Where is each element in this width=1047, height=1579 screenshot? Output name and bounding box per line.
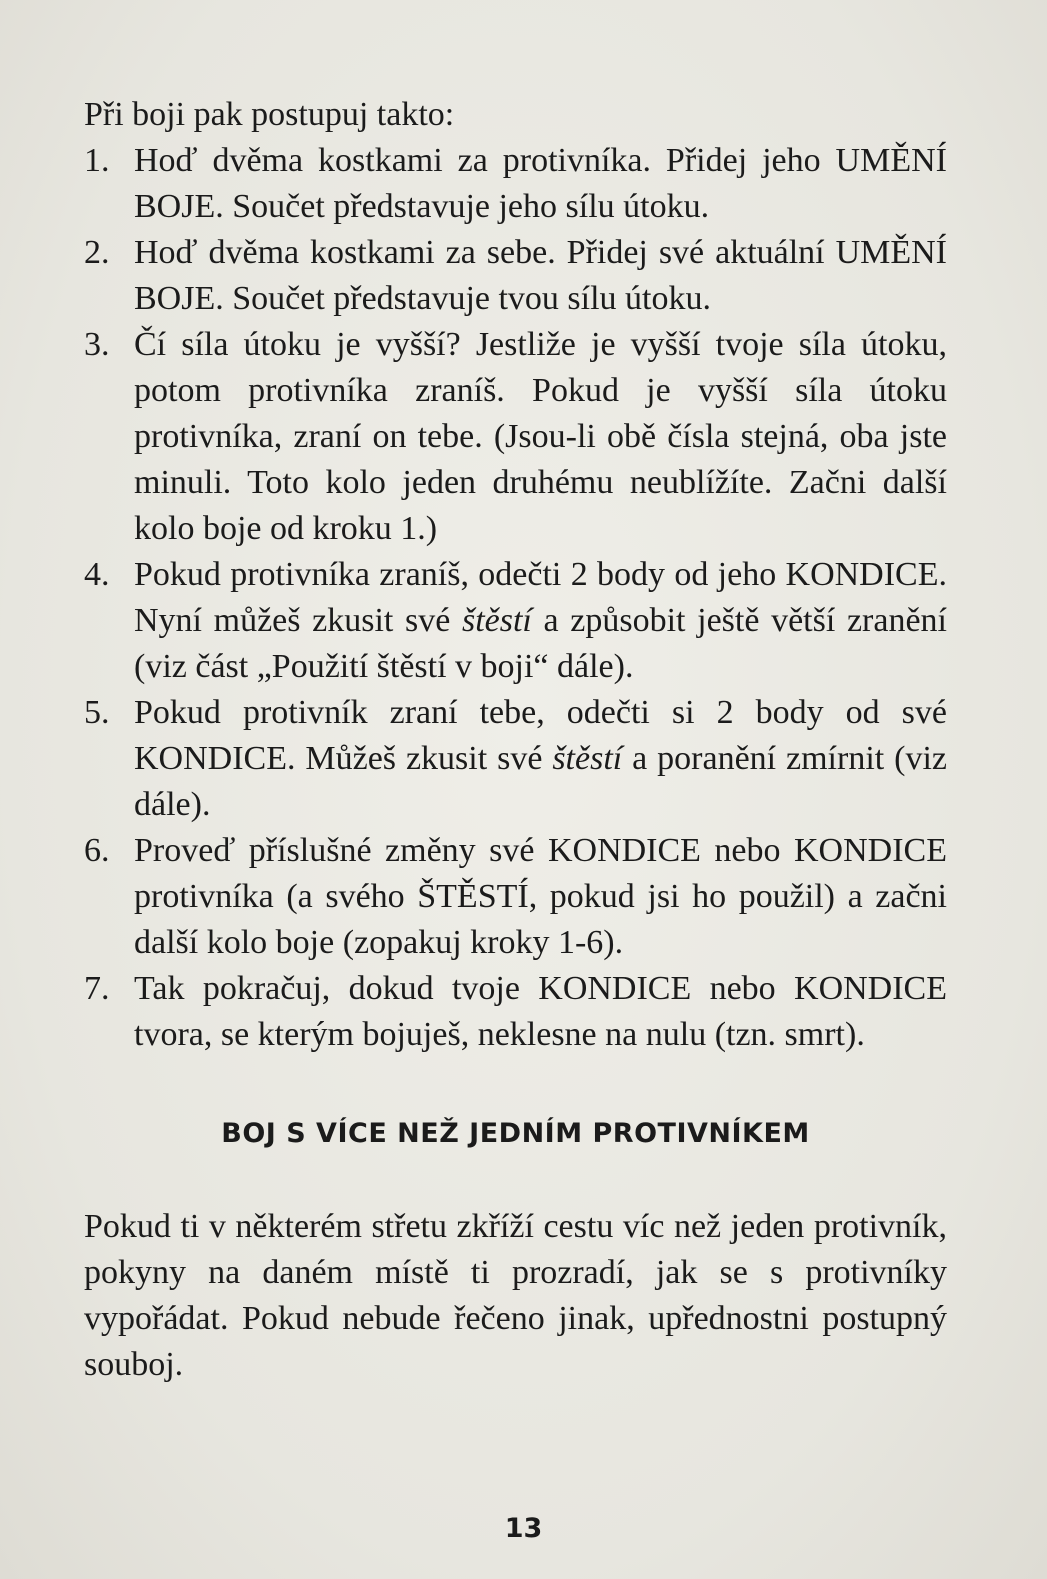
- step-number: 5.: [84, 694, 110, 731]
- list-item: [84, 828, 947, 966]
- intro-line: Při boji pak postupuj takto:: [84, 96, 455, 133]
- step-text-end: a poranění zmírnit (viz dále).: [134, 740, 947, 823]
- step-text: Čí síla útoku je vyšší? Jestliže je vyšší tvoje síla útoku, potom protivníka zraníš. Pokud je vyšší síla útoku protivníka, zraní on tebe. (Jsou-li obě čísla stejná, oba jste minuli. Toto kolo jeden druhému neublížíte. Začni další kolo boje od kroku 1.): [134, 326, 947, 547]
- step-number: 1.: [84, 142, 110, 179]
- step-number: 2.: [84, 234, 110, 271]
- step-text-start: Pokud protivník zraní tebe, odečti si 2 body od své KONDICE. Můžeš zkusit své: [134, 694, 947, 777]
- step-text: Hoď dvěma kostkami za sebe. Přidej své aktuální UMĚNÍ BOJE. Součet představuje tvou sílu útoku.: [134, 234, 947, 317]
- step-number: 7.: [84, 970, 110, 1007]
- step-text: Tak pokračuj, dokud tvoje KONDICE nebo KONDICE tvora, se kterým bojuješ, neklesne na nulu (tzn. smrt).: [134, 970, 947, 1053]
- step-text: Proveď příslušné změny své KONDICE nebo KONDICE protivníka (a svého ŠTĚSTÍ, pokud jsi ho použil) a začni další kolo boje (zopakuj kroky 1-6).: [134, 832, 947, 961]
- section-heading: BOJ S VÍCE NEŽ JEDNÍM PROTIVNÍKEM: [221, 1118, 810, 1149]
- list-item: [84, 966, 947, 1058]
- body-paragraph: Pokud ti v některém střetu zkříží cestu víc než jeden protivník, pokyny na daném místě ti prozradí, jak se s protivníky vypořádat. Pokud nebude řečeno jinak, upřednostni postupný souboj.: [84, 1208, 947, 1383]
- page-number: 13: [504, 1513, 543, 1544]
- step-number: 3.: [84, 326, 110, 363]
- step-text-emphasis: štěstí: [552, 740, 623, 777]
- step-number: 4.: [84, 556, 110, 593]
- combat-steps-list: [84, 138, 947, 1058]
- step-text: Hoď dvěma kostkami za protivníka. Přidej jeho UMĚNÍ BOJE. Součet představuje jeho sílu útoku.: [134, 142, 947, 225]
- list-item: [84, 322, 947, 552]
- step-text-start: Pokud protivníka zraníš, odečti 2 body od jeho KONDICE. Nyní můžeš zkusit své: [134, 556, 947, 639]
- step-text-emphasis: štěstí: [461, 602, 532, 639]
- list-item: [84, 230, 947, 322]
- step-number: 6.: [84, 832, 110, 869]
- list-item: [84, 552, 947, 690]
- list-item: [84, 138, 947, 230]
- list-item: [84, 690, 947, 828]
- step-text-end: a způsobit ještě větší zranění (viz část „Použití štěstí v boji“ dále).: [134, 602, 947, 685]
